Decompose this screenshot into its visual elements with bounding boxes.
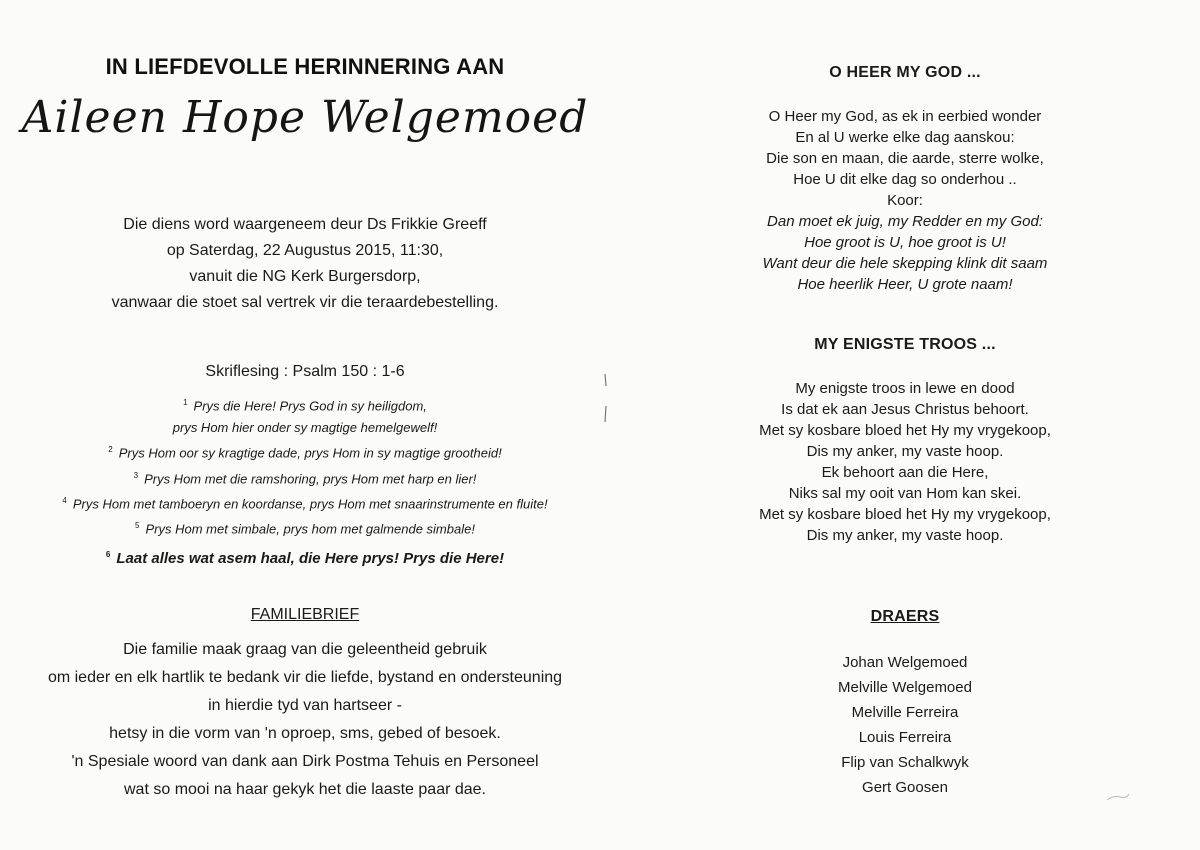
hymn-title: O HEER MY GOD ... [829,64,981,81]
pallbearers-title: DRAERS [870,608,940,625]
lyric-line: My enigste troos in lewe en dood [795,380,1015,397]
verse-line [0,417,610,439]
verse-line [0,392,610,417]
verse-text: Prys Hom met die ramshoring, prys Hom met harp en lier! [144,470,477,486]
verse-line [0,439,610,464]
lyric-line: En al U werke elke dag aanskou: [795,129,1015,146]
lyric-line: Die son en maan, die aarde, sterre wolke, [766,150,1044,167]
verse-line [0,465,610,490]
verse-text: Prys Hom oor sy kragtige dade, prys Hom in sy magtige grootheid! [118,445,502,461]
hymn-lyrics [610,378,1200,546]
service-line: vanuit die NG Kerk Burgersdorp, [189,268,421,285]
verse-number: 6 [105,549,111,559]
deceased-name: Aileen Hope Welgemoed [21,92,589,143]
chorus-line: Dan moet ek juig, my Redder en my God: [767,213,1043,230]
verse-text: Laat alles wat asem haal, die Here prys! Prys die Here! [116,549,505,567]
service-line: vanwaar die stoet sal vertrek vir die teraardebestelling. [111,294,499,311]
verse-number: 5 [135,521,140,531]
chorus-line: Hoe groot is U, hoe groot is U! [804,234,1006,251]
family-letter-line: Die familie maak graag van die geleentheid gebruik [123,641,487,658]
staple-marks [603,372,609,432]
family-letter-line: in hierdie tyd van hartseer - [208,697,402,714]
lyric-line: Met sy kosbare bloed het Hy my vrygekoop, [759,422,1051,439]
service-line: Die diens word waargeneem deur Ds Frikkie Greeff [123,216,487,233]
lyric-line: Met sy kosbare bloed het Hy my vrygekoop, [759,506,1051,523]
pallbearer-name: Melville Ferreira [851,704,959,721]
lyric-line: Is dat ek aan Jesus Christus behoort. [781,401,1029,418]
pallbearers-list [610,650,1200,800]
family-letter-title: FAMILIEBRIEF [250,606,360,623]
right-page [610,0,1200,850]
pallbearer-name: Johan Welgemoed [842,654,968,671]
pallbearer-name: Flip van Schalkwyk [841,754,969,771]
pallbearer-name: Louis Ferreira [858,729,952,746]
verse-text: Prys Hom met tamboeryn en koordanse, prys Hom met snaarinstrumente en fluite! [72,496,548,512]
verse-text: Prys die Here! Prys God in sy heiligdom, [193,398,427,414]
pallbearer-name: Melville Welgemoed [838,679,972,696]
lyric-line: Ek behoort aan die Here, [821,464,989,481]
verse-line [0,490,610,515]
verse-number: 3 [133,470,139,480]
family-letter-line: wat so mooi na haar gekyk het die laaste paar dae. [124,781,486,798]
lyric-line: Dis my anker, my vaste hoop. [806,443,1004,460]
lyric-line: O Heer my God, as ek in eerbied wonder [768,108,1042,125]
hymn-lyrics [610,106,1200,295]
verse-line [0,515,610,540]
family-letter-line: om ieder en elk hartlik te bedank vir die liefde, bystand en ondersteuning [47,669,563,686]
verse-number: 1 [183,398,188,407]
family-letter [0,636,610,804]
lyric-line: Dis my anker, my vaste hoop. [806,527,1004,544]
family-letter-line: hetsy in die vorm van 'n oproep, sms, gebed of besoek. [109,725,501,742]
lyric-line: Niks sal my ooit van Hom kan skei. [788,485,1022,502]
hymn-title: MY ENIGSTE TROOS ... [814,336,996,353]
pallbearer-name: Gert Goosen [862,779,948,796]
chorus-line: Want deur die hele skepping klink dit saam [762,255,1048,272]
final-verse-line [0,541,610,573]
chorus-line: Hoe heerlik Heer, U grote naam! [797,276,1013,293]
psalm-verses [0,392,610,573]
verse-text: prys Hom hier onder sy magtige hemelgewelf! [172,420,438,436]
service-details [0,212,610,316]
lyric-line: Hoe U dit elke dag so onderhou .. [793,171,1017,188]
verse-number: 4 [62,495,67,505]
scan-smudge [1106,792,1130,802]
scripture-reading-title: Skriflesing : Psalm 150 : 1-6 [205,363,405,380]
chorus-label: Koor: [887,192,923,209]
family-letter-line: 'n Spesiale woord van dank aan Dirk Postma Tehuis en Personeel [71,753,539,770]
verse-text: Prys Hom met simbale, prys hom met galmende simbale! [145,521,475,537]
verse-number: 2 [108,445,113,455]
service-line: op Saterdag, 22 Augustus 2015, 11:30, [166,242,444,259]
memorial-heading: IN LIEFDEVOLLE HERINNERING AAN [105,54,505,79]
